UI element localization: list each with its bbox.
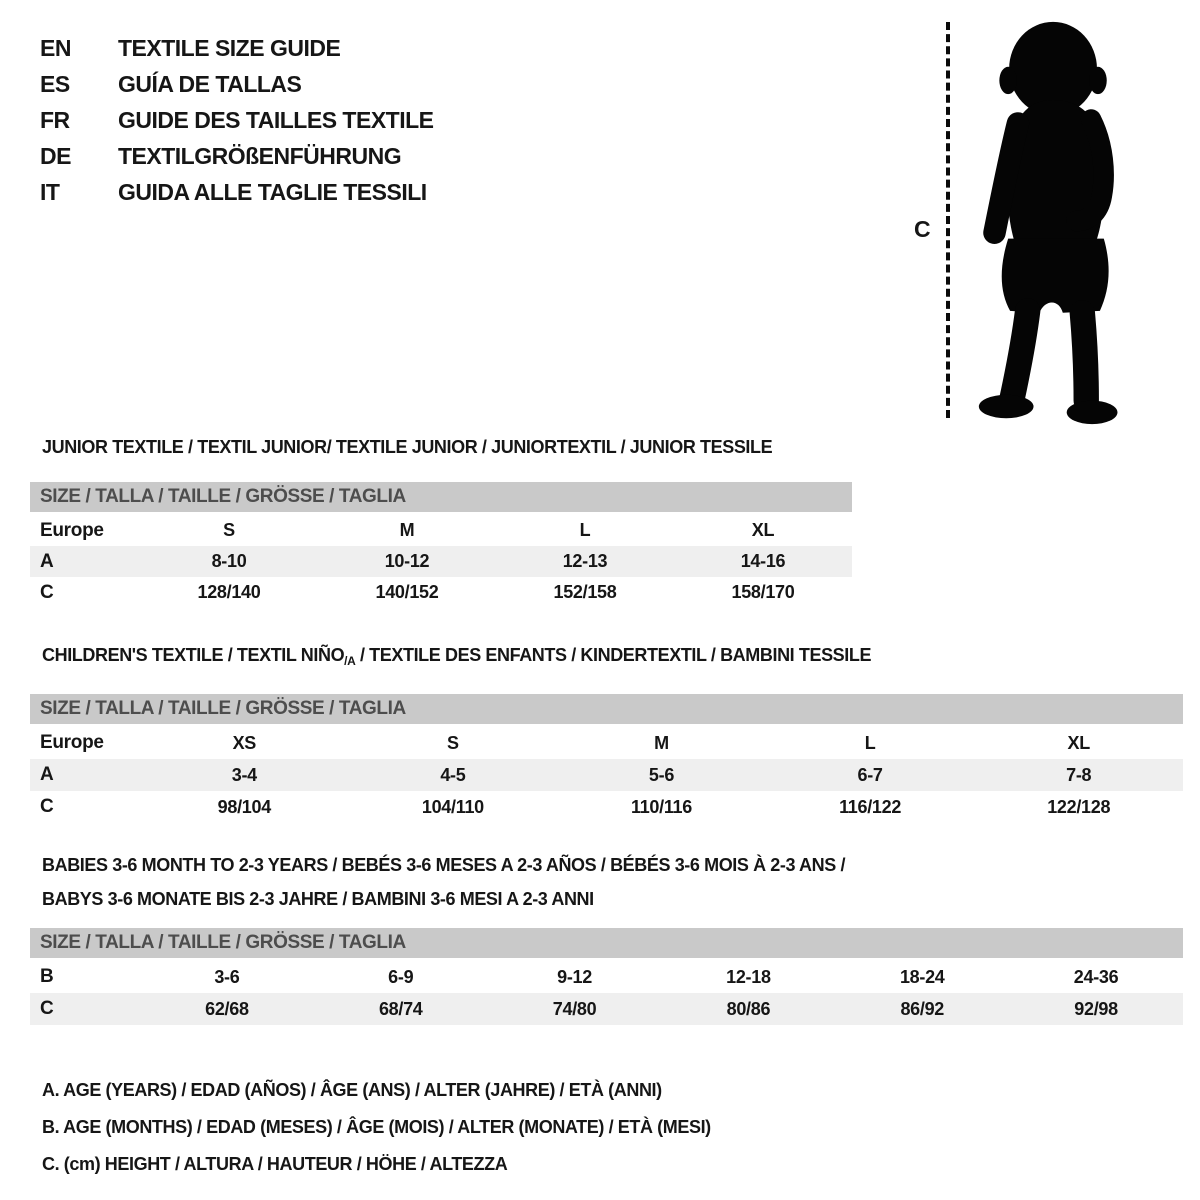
babies-textile-section (30, 848, 1183, 1025)
list-item (40, 30, 434, 66)
lang-code-en: EN (40, 34, 71, 61)
babies-title-line-2: BABYS 3-6 MONATE BIS 2-3 JAHRE / BAMBINI 3-6 MESI A 2-3 ANNI (42, 889, 594, 909)
size-cell: S (223, 520, 235, 540)
height-cell: 98/104 (217, 796, 271, 817)
height-cell: 158/170 (731, 582, 795, 602)
height-cell: 104/110 (421, 796, 484, 817)
table-row-age (30, 546, 852, 577)
table-row-age-months (30, 961, 1183, 993)
height-cell: 110/116 (631, 796, 692, 817)
list-item (40, 66, 434, 102)
size-header-label: SIZE / TALLA / TAILLE / GRÖSSE / TAGLIA (40, 698, 406, 719)
size-cell: XL (1067, 732, 1090, 753)
children-size-table (30, 727, 1183, 823)
legend-a-age-years: A. AGE (YEARS) / EDAD (AÑOS) / ÂGE (ANS) / ALTER (JAHRE) / ETÀ (ANNI) (42, 1080, 662, 1100)
junior-size-table (30, 515, 852, 608)
height-cell: 140/152 (375, 582, 439, 602)
size-header-label: SIZE / TALLA / TAILLE / GRÖSSE / TAGLIA (40, 932, 406, 953)
age-cell: 5-6 (648, 764, 675, 785)
row-label: Europe (40, 732, 104, 753)
age-cell: 4-5 (440, 764, 466, 785)
lang-title-it: GUIDA ALLE TAGLIE TESSILI (118, 178, 427, 205)
age-cell: 3-6 (214, 966, 240, 987)
size-header-label: SIZE / TALLA / TAILLE / GRÖSSE / TAGLIA (40, 486, 406, 507)
height-cell: 122/128 (1047, 796, 1111, 817)
legend-b-age-months: B. AGE (MONTHS) / EDAD (MESES) / ÂGE (MOIS) / ALTER (MONATE) / ETÀ (MESI) (42, 1117, 711, 1137)
age-cell: 3-4 (231, 764, 257, 785)
list-item (40, 102, 434, 138)
height-cell: 152/158 (553, 582, 617, 602)
age-cell: 18-24 (899, 966, 945, 987)
row-label: C (40, 796, 54, 817)
babies-title-line-1: BABIES 3-6 MONTH TO 2-3 YEARS / BEBÉS 3-6 MESES A 2-3 AÑOS / BÉBÉS 3-6 MOIS À 2-3 ANS / (42, 855, 846, 875)
row-label: A (40, 550, 54, 572)
age-cell: 10-12 (384, 551, 430, 571)
size-cell: M (399, 520, 415, 540)
children-size-header-bar (30, 694, 1183, 724)
toddler-silhouette-icon (966, 18, 1144, 428)
size-cell: L (579, 520, 591, 540)
row-label: C (40, 581, 54, 603)
lang-code-es: ES (40, 70, 70, 97)
junior-section-title: JUNIOR TEXTILE / TEXTIL JUNIOR/ TEXTILE JUNIOR / JUNIORTEXTIL / JUNIOR TESSILE (42, 437, 773, 457)
age-cell: 8-10 (211, 551, 247, 571)
legend-c-height-cm: C. (cm) HEIGHT / ALTURA / HAUTEUR / HÖHE / ALTEZZA (42, 1154, 508, 1174)
size-cell: XL (751, 520, 775, 540)
age-cell: 6-7 (857, 764, 883, 785)
height-measure-label: C (914, 216, 931, 242)
size-cell: S (447, 732, 459, 753)
table-row-height (30, 791, 1183, 823)
size-cell: M (654, 732, 669, 753)
babies-section-title (42, 848, 1183, 916)
row-label: C (40, 998, 54, 1019)
height-measurement-figure (912, 16, 1152, 430)
lang-code-it: IT (40, 178, 60, 205)
babies-size-table (30, 961, 1183, 1025)
height-cell: 116/122 (839, 796, 902, 817)
height-measure-dashed-line (946, 22, 950, 418)
age-cell: 7-8 (1066, 764, 1092, 785)
height-cell: 68/74 (378, 998, 423, 1019)
children-textile-section (30, 645, 1183, 823)
list-item (40, 138, 434, 174)
legend (42, 1072, 711, 1183)
height-cell: 92/98 (1074, 998, 1118, 1019)
row-label: B (40, 966, 54, 987)
list-item (40, 174, 434, 210)
age-cell: 12-18 (726, 966, 771, 987)
lang-title-fr: GUIDE DES TAILLES TEXTILE (118, 106, 434, 133)
babies-size-header-bar (30, 928, 1183, 958)
row-label: A (40, 764, 54, 785)
lang-code-de: DE (40, 142, 71, 169)
table-row-age (30, 759, 1183, 791)
table-row-height (30, 993, 1183, 1025)
height-cell: 128/140 (197, 582, 261, 602)
age-cell: 9-12 (557, 966, 592, 987)
table-row-europe (30, 727, 1183, 759)
junior-size-header-bar (30, 482, 852, 512)
row-label: Europe (40, 519, 104, 541)
height-cell: 86/92 (900, 998, 945, 1019)
height-cell: 62/68 (205, 998, 249, 1019)
height-cell: 80/86 (726, 998, 771, 1019)
size-cell: L (864, 732, 876, 753)
children-section-title: CHILDREN'S TEXTILE / TEXTIL $NIÑO_{/A}$ / TEXTILE DES ENFANTS / KINDERTEXTIL / BAMBINI TESSILE (42, 645, 872, 668)
age-cell: 12-13 (562, 551, 608, 571)
lang-title-es: GUÍA DE TALLAS (118, 70, 302, 97)
table-row-height (30, 577, 852, 608)
age-cell: 14-16 (740, 551, 786, 571)
age-cell: 6-9 (388, 966, 414, 987)
age-cell: 24-36 (1073, 966, 1119, 987)
lang-title-de: TEXTILGRÖßENFÜHRUNG (118, 142, 402, 169)
height-cell: 74/80 (552, 998, 597, 1019)
lang-code-fr: FR (40, 106, 70, 133)
table-row-europe (30, 515, 852, 546)
language-title-list (40, 30, 434, 210)
junior-textile-section (30, 437, 852, 608)
lang-title-en: TEXTILE SIZE GUIDE (118, 34, 341, 61)
size-cell: XS (232, 732, 256, 753)
